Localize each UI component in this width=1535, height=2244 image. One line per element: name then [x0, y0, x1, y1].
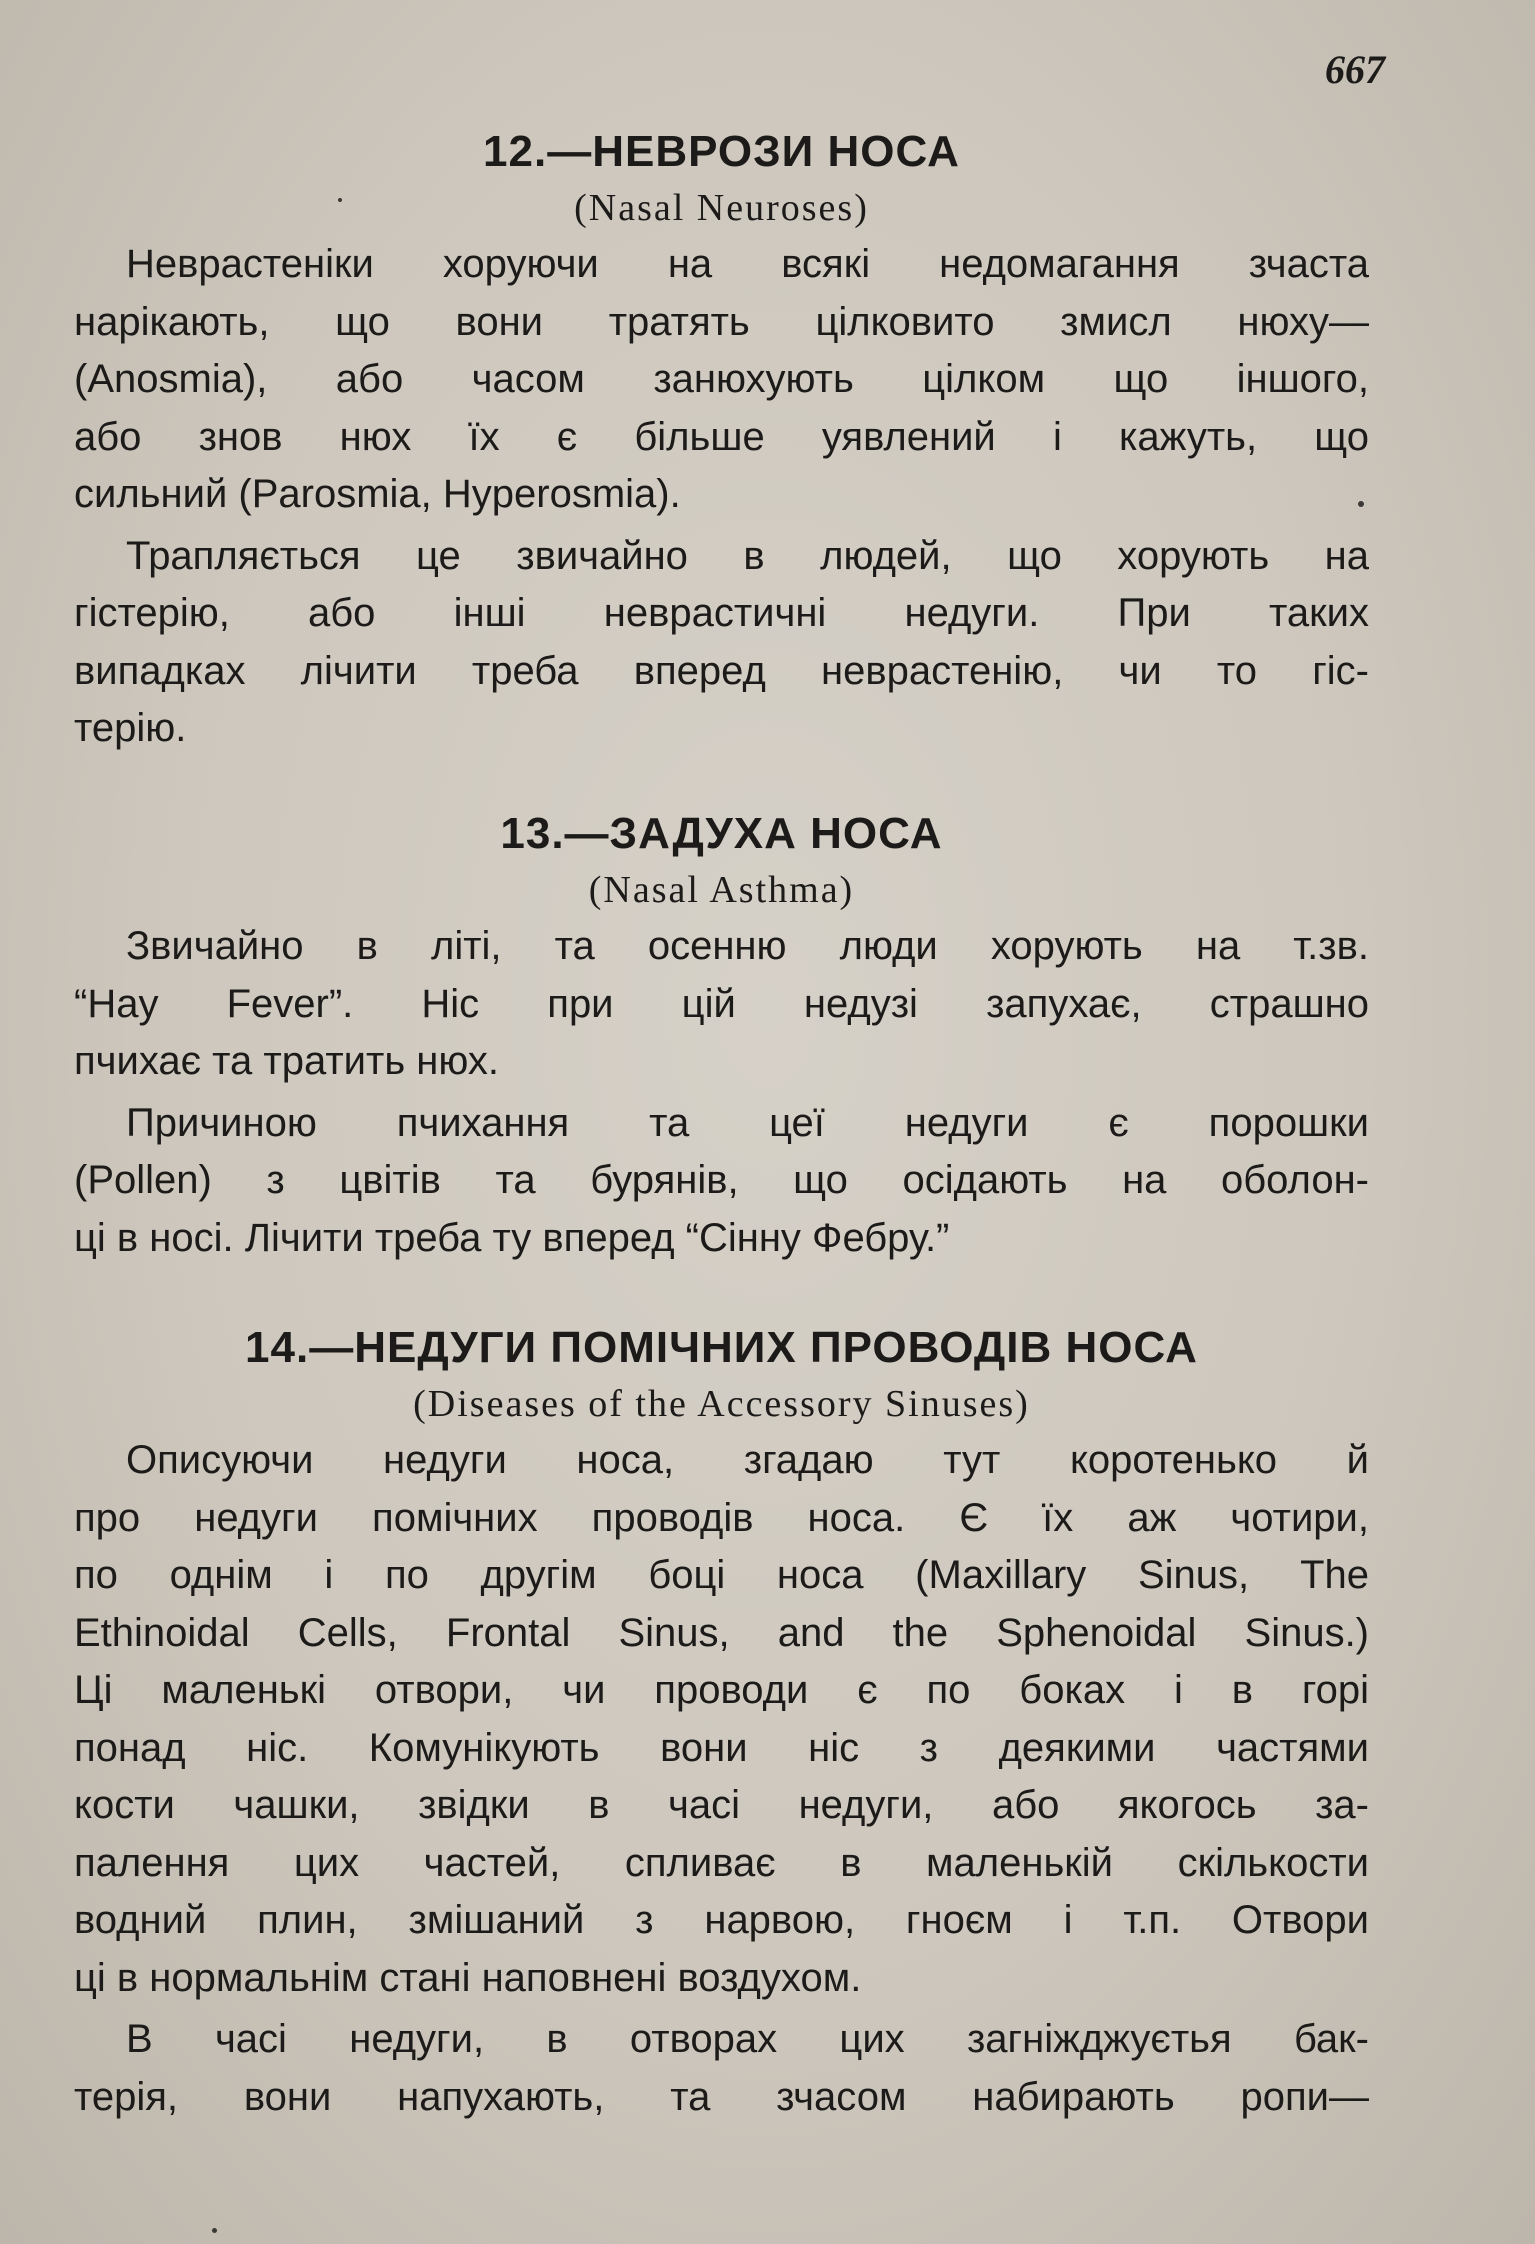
text-line: Описуючи недуги носа, згадаю тут коротенько й: [126, 1438, 1369, 1482]
text-line: ці в носі. Лічити треба ту вперед “Сінну Фебру.”: [74, 1215, 950, 1260]
paragraph: [74, 2011, 1369, 2126]
text-line: (Anosmia), або часом занюхують цілком що іншого,: [74, 357, 1369, 401]
text-line: В часі недуги, в отворах цих загніжджуєтья бак-: [126, 2017, 1369, 2061]
text-line: по однім і по другім боці носа (Maxillary Sinus, The: [74, 1553, 1369, 1597]
paper-speck: [212, 2228, 217, 2233]
section-nasal-neuroses: [74, 124, 1369, 758]
section-subheading: (Nasal Asthma): [588, 869, 855, 911]
section-heading: 14.—НЕДУГИ ПОМІЧНИХ ПРОВОДІВ НОСА: [245, 1323, 1198, 1372]
paragraph: [74, 1432, 1369, 2007]
text-line: сильний (Parosmia, Hyperosmia).: [74, 472, 681, 516]
text-line: понад ніс. Комунікують вони ніс з деякими частями: [74, 1725, 1369, 1770]
page-number: 667: [1325, 47, 1385, 92]
text-line: терія, вони напухають, та зчасом набирають ропи—: [74, 2074, 1369, 2119]
text-line: “Hay Fever”. Ніс при цій недузі запухає, страшно: [74, 981, 1369, 1026]
text-line: ці в нормальнім стані наповнені воздухом.: [74, 1955, 862, 2000]
text-line: Причиною пчихання та цеї недуги є порошки: [126, 1100, 1369, 1145]
paragraph: [74, 1095, 1369, 1268]
text-line: палення цих частей, спливає в маленькій скількости: [74, 1840, 1369, 1885]
section-subheading: (Nasal Neuroses): [574, 187, 869, 229]
text-line: Ці маленькі отвори, чи проводи є по боках і в горі: [74, 1668, 1369, 1712]
text-line: терію.: [74, 706, 187, 750]
section-accessory-sinuses: [74, 1320, 1369, 2126]
text-line: або знов нюх їх є більше уявлений і кажуть, що: [74, 414, 1369, 459]
paper-speck: [338, 198, 342, 202]
section-nasal-asthma: [74, 806, 1369, 1267]
text-line: пчихає та тратить нюх.: [74, 1039, 500, 1083]
section-heading: 12.—НЕВРОЗИ НОСА: [483, 127, 960, 176]
text-line: Трапляється це звичайно в людей, що хорують на: [126, 533, 1369, 578]
section-heading: 13.—ЗАДУХА НОСА: [500, 809, 943, 858]
text-line: водний плин, змішаний з нарвою, гноєм і т.п. Отвори: [74, 1898, 1369, 1942]
paragraph: [74, 528, 1369, 758]
section-subheading: (Diseases of the Accessory Sinuses): [413, 1383, 1030, 1425]
text-line: Неврастеніки хоруючи на всякі недомагання зчаста: [126, 242, 1369, 286]
text-line: гістерію, або інші неврастичні недуги. При таких: [74, 591, 1369, 635]
text-line: Звичайно в літі, та осенню люди хорують на т.зв.: [126, 924, 1369, 968]
paragraph: [74, 236, 1369, 524]
text-line: кости чашки, звідки в часі недуги, або якогось за-: [74, 1783, 1369, 1827]
text-line: нарікають, що вони тратять цілковито змисл нюху—: [74, 299, 1369, 344]
paper-speck: [1358, 501, 1364, 507]
text-line: про недуги помічних проводів носа. Є їх аж чотири,: [74, 1495, 1369, 1540]
paragraph: [74, 918, 1369, 1091]
text-line: випадках лічити треба вперед неврастенію, чи то гіс-: [74, 648, 1369, 693]
text-line: Ethinoidal Cells, Frontal Sinus, and the Sphenoidal Sinus.): [74, 1610, 1369, 1655]
text-line: (Pollen) з цвітів та бурянів, що осідають на оболон-: [74, 1158, 1369, 1202]
